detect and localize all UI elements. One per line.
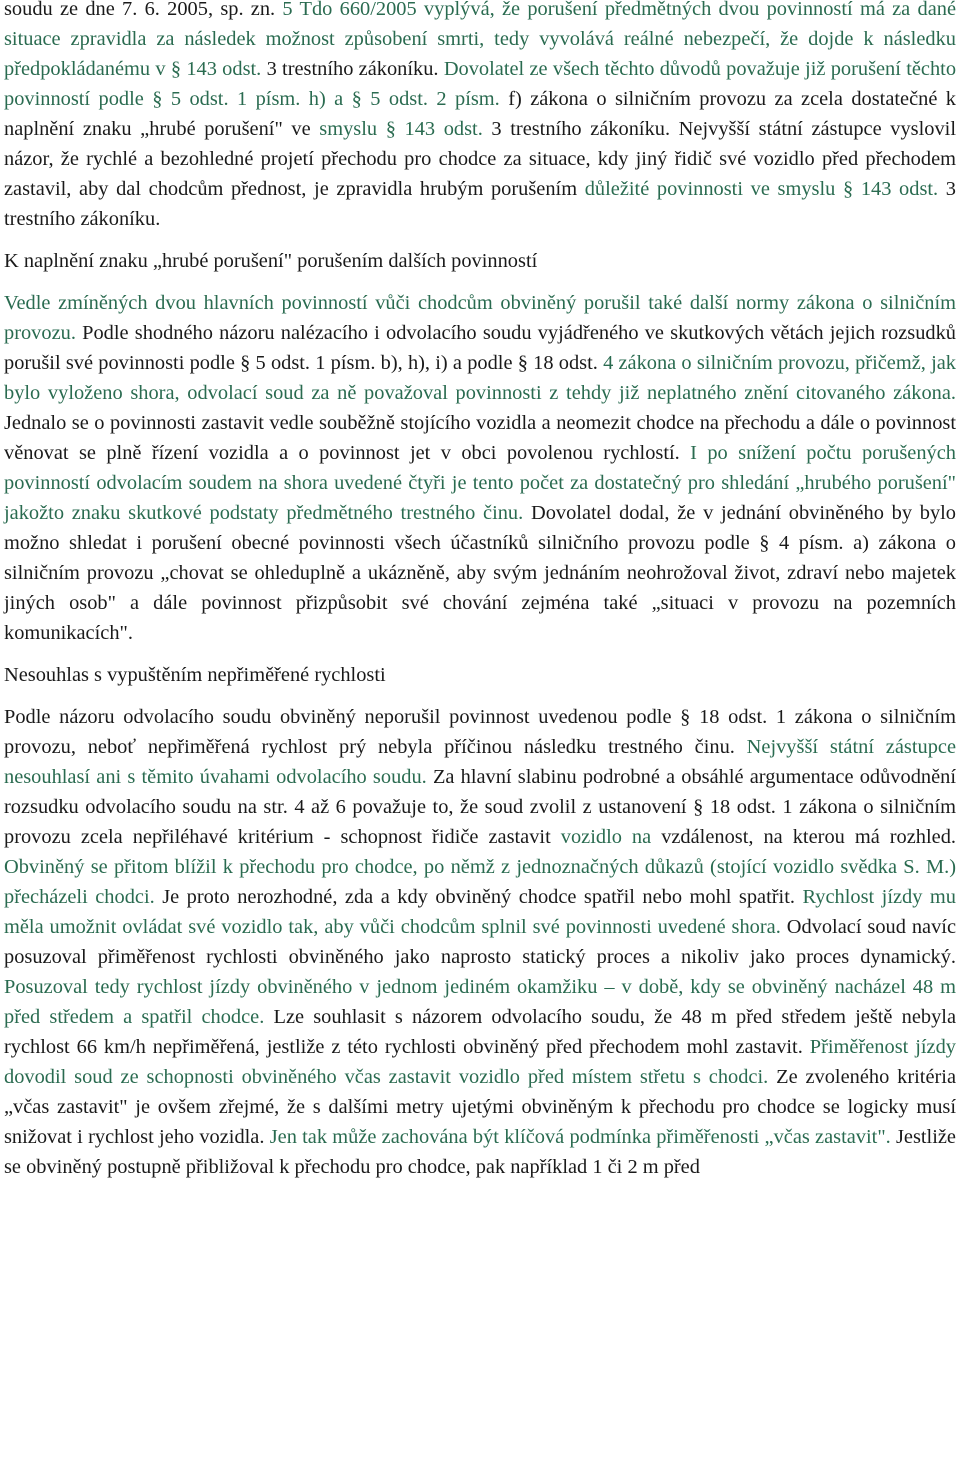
text-segment: 4 zákona o silničním provozu, přičemž, jak bylo vyloženo shora, odvolací soud za ně považoval povinnosti z tehdy již neplatného znění citovaného zákona.: [4, 352, 956, 404]
text-segment: 5 Tdo 660/2005 vyplývá, že porušení předmětných dvou povinností má za dané situace zpravidla za následek možnost způsobení smrti, tedy vyvolává reálné nebezpečí, že dojde k následku předpokládanému v § 143 odst.: [4, 0, 956, 80]
block-gap: [4, 234, 956, 246]
text-segment: Podle názoru odvolacího soudu obviněný neporušil povinnost uvedenou podle § 18 odst. 1 zákona o silničním provozu, neboť nepřiměřená rychlost prý nebyla příčinou následku trestného činu.: [4, 706, 956, 758]
text-segment: Jen tak může zachována být klíčová podmínka přiměřenosti „včas zastavit".: [269, 1126, 896, 1148]
text-segment: Ze zvoleného kritéria „včas zastavit" je ovšem zřejmé, že s dalšími metry ujetými obviněným k přechodu pro chodce se logicky musí snižovat i rychlost jeho vozidla.: [4, 1066, 957, 1148]
text-segment: Dovolatel dodal, že v jednání obviněného by bylo možno shledat i porušení obecné povinnosti všech účastníků silničního provozu podle § 4 písm. a) zákona o silničním provozu „chovat se ohleduplně a ukázněně, aby svým jednáním neohrožoval život, zdraví nebo majetek jiných osob" a dále povinnost přizpůsobit své chování zejména také „situaci v provozu na pozemních komunikacích".: [4, 502, 956, 644]
text-segment: K naplnění znaku „hrubé porušení" porušením dalších povinností: [4, 250, 538, 272]
text-segment: Rychlost jízdy mu měla umožnit ovládat své vozidlo tak, aby vůči chodcům splnil své povinnosti uvedené shora.: [4, 886, 956, 938]
text-segment: vzdálenost, na kterou má rozhled.: [661, 826, 956, 848]
text-segment: 3 trestního zákoníku.: [4, 178, 956, 230]
text-segment: I po snížení počtu porušených povinností odvolacím soudem na shora uvedené čtyři je tento počet za dostatečný pro shledání „hrubého porušení" jakožto znaku skutkové podstaty předmětného trestného činu.: [4, 442, 956, 524]
text-segment: Nejvyšší státní zástupce nesouhlasí ani s těmito úvahami odvolacího soudu.: [4, 736, 956, 788]
block-gap: [4, 648, 956, 660]
text-segment: důležité povinnosti ve smyslu § 143 odst.: [584, 178, 946, 200]
text-segment: soudu ze dne 7. 6. 2005, sp. zn.: [4, 0, 283, 20]
paragraph: [4, 0, 956, 234]
text-segment: Za hlavní slabinu podrobné a obsáhlé argumentace odůvodnění rozsudku odvolacího soudu na str. 4 až 6 považuje to, že soud zvolil z ustanovení § 18 odst. 1 zákona o silničním provozu zcela nepřiléhavé kritérium - schopnost řidiče zastavit: [4, 766, 956, 848]
text-segment: Obviněný se přitom blížil k přechodu pro chodce, po němž z jednoznačných důkazů (stojící vozidlo svědka S. M.) přecházeli chodci.: [4, 856, 956, 908]
text-segment: Odvolací soud navíc posuzoval přiměřenost rychlosti obviněného jako naprosto statický proces a nikoliv jako proces dynamický.: [4, 916, 957, 968]
block-gap: [4, 690, 956, 702]
text-segment: Podle shodného názoru nalézacího i odvolacího soudu vyjádřeného ve skutkových větách jejich rozsudků porušil své povinnosti podle § 5 odst. 1 písm. b), h), i) a podle § 18 odst.: [4, 322, 957, 374]
paragraph: [4, 702, 956, 1182]
text-segment: Přiměřenost jízdy dovodil soud ze schopnosti obviněného včas zastavit vozidlo před místem střetu s chodci.: [4, 1036, 956, 1088]
text-segment: 3 trestního zákoníku.: [266, 58, 444, 80]
text-segment: Dovolatel ze všech těchto důvodů považuje již porušení těchto povinností podle § 5 odst. 1 písm. h) a § 5 odst. 2 písm.: [4, 58, 957, 110]
text-segment: Jednalo se o povinnosti zastavit vedle souběžně stojícího vozidla a neomezit chodce na přechodu a dále o povinnost věnovat se plně řízení vozidla a o povinnost jet v obci povolenou rychlostí.: [4, 412, 956, 464]
text-segment: Je proto nerozhodné, zda a kdy obviněný chodce spatřil nebo mohl spatřit.: [162, 886, 803, 908]
text-segment: Jestliže se obviněný postupně přibližoval k přechodu pro chodce, pak například 1 či 2 m před: [4, 1126, 956, 1178]
section-heading: [4, 660, 956, 690]
text-segment: Lze souhlasit s názorem odvolacího soudu, že 48 m před středem ještě nebyla rychlost 66 km/h nepřiměřená, jestliže z této rychlosti obviněný před přechodem mohl zastavit.: [4, 1006, 957, 1058]
text-segment: Nesouhlas s vypuštěním nepřiměřené rychlosti: [4, 664, 386, 686]
document-page: [4, 0, 956, 1182]
text-segment: f) zákona o silničním provozu za zcela dostatečné k naplnění znaku „hrubé porušení" ve: [4, 88, 956, 140]
text-segment: smyslu § 143 odst.: [319, 118, 492, 140]
block-gap: [4, 276, 956, 288]
text-segment: 3 trestního zákoníku. Nejvyšší státní zástupce vyslovil názor, že rychlé a bezohledné projetí přechodu pro chodce za situace, kdy jiný řidič své vozidlo před přechodem zastavil, aby dal chodcům přednost, je zpravidla hrubým porušením: [4, 118, 956, 200]
text-segment: Posuzoval tedy rychlost jízdy obviněného v jednom jediném okamžiku – v době, kdy se obviněný nacházel 48 m před středem a spatřil chodce.: [4, 976, 956, 1028]
section-heading: [4, 246, 956, 276]
paragraph: [4, 288, 956, 648]
text-segment: vozidlo na: [560, 826, 662, 848]
text-segment: Vedle zmíněných dvou hlavních povinností vůči chodcům obviněný porušil také další normy zákona o silničním provozu.: [4, 292, 956, 344]
